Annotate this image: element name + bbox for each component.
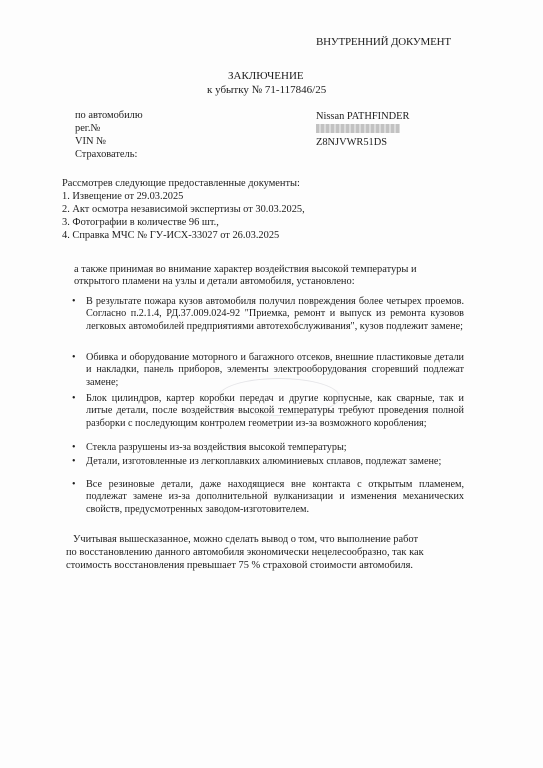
document-item: 4. Справка МЧС № ГУ-ИСХ-33027 от 26.03.2025	[62, 230, 280, 241]
conclusion-line: стоимость восстановления превышает 75 % страховой стоимости автомобиля.	[66, 560, 413, 571]
bullet-icon: •	[72, 296, 76, 307]
finding-item: Детали, изготовленные из легкоплавких алюминиевых сплавов, подлежат замене;	[86, 456, 442, 467]
document-title: ЗАКЛЮЧЕНИЕ	[228, 70, 304, 82]
bullet-icon: •	[72, 456, 76, 467]
document-item: 3. Фотографии в количестве 96 шт.,	[62, 217, 219, 228]
finding-item: Все резиновые детали, даже находящиеся вне контакта с открытым пламенем, подлежат замене из-за дополнительной вулканизации и изменения механических свойств, предусмотренных заводом-изготовителем.	[86, 479, 464, 515]
insured-label: Страхователь:	[75, 149, 138, 160]
internal-document-label: ВНУТРЕННИЙ ДОКУМЕНТ	[316, 36, 451, 48]
vin-value: Z8NJVWR51DS	[316, 137, 388, 148]
conclusion-line: Учитывая вышесказанное, можно сделать вывод о том, что выполнение работ	[73, 534, 418, 545]
bullet-icon: •	[72, 479, 76, 490]
vin-label: VIN №	[75, 136, 106, 147]
vehicle-model-value: Nissan PATHFINDER	[316, 111, 410, 122]
conclusion-line: по восстановлению данного автомобиля экономически нецелесообразно, так как	[66, 547, 424, 558]
considering-line: открытого пламени на узлы и детали автомобиля, установлено:	[74, 276, 355, 287]
reg-number-label: рег.№	[75, 123, 101, 134]
faded-stamp-mark	[218, 378, 340, 416]
finding-item: В результате пожара кузов автомобиля получил повреждения более четырех проемов. Согласно п.2.1.4, РД.37.009.024-92 "Приемка, ремонт и выпуск из ремонта кузовов легковых автомобилей предприятиями автотехобслуживания", кузов подлежит замене;	[86, 296, 464, 332]
claim-number: к убытку № 71-117846/25	[207, 84, 327, 96]
bullet-icon: •	[72, 442, 76, 453]
vehicle-label: по автомобилю	[75, 110, 143, 121]
considering-line: а также принимая во внимание характер воздействия высокой температуры и	[74, 264, 417, 275]
finding-item: Блок цилиндров, картер коробки передач и другие корпусные, как сварные, так и литые детали, после воздействия высокой температуры требуют проведения полной разборки с последующим контролем геометрии из-за возможного коробления;	[86, 393, 464, 429]
document-item: 1. Извещение от 29.03.2025	[62, 191, 184, 202]
documents-intro: Рассмотрев следующие предоставленные документы:	[62, 178, 300, 189]
finding-item: Стекла разрушены из-за воздействия высокой температуры;	[86, 442, 347, 453]
document-item: 2. Акт осмотра независимой экспертизы от 30.03.2025,	[62, 204, 305, 215]
bullet-icon: •	[72, 352, 76, 363]
finding-item: Обивка и оборудование моторного и багажного отсеков, внешние пластиковые детали и накладки, панель приборов, элементы электрооборудования сгоревший подлежат замене;	[86, 352, 464, 388]
redacted-reg-number	[316, 124, 400, 133]
bullet-icon: •	[72, 393, 76, 404]
